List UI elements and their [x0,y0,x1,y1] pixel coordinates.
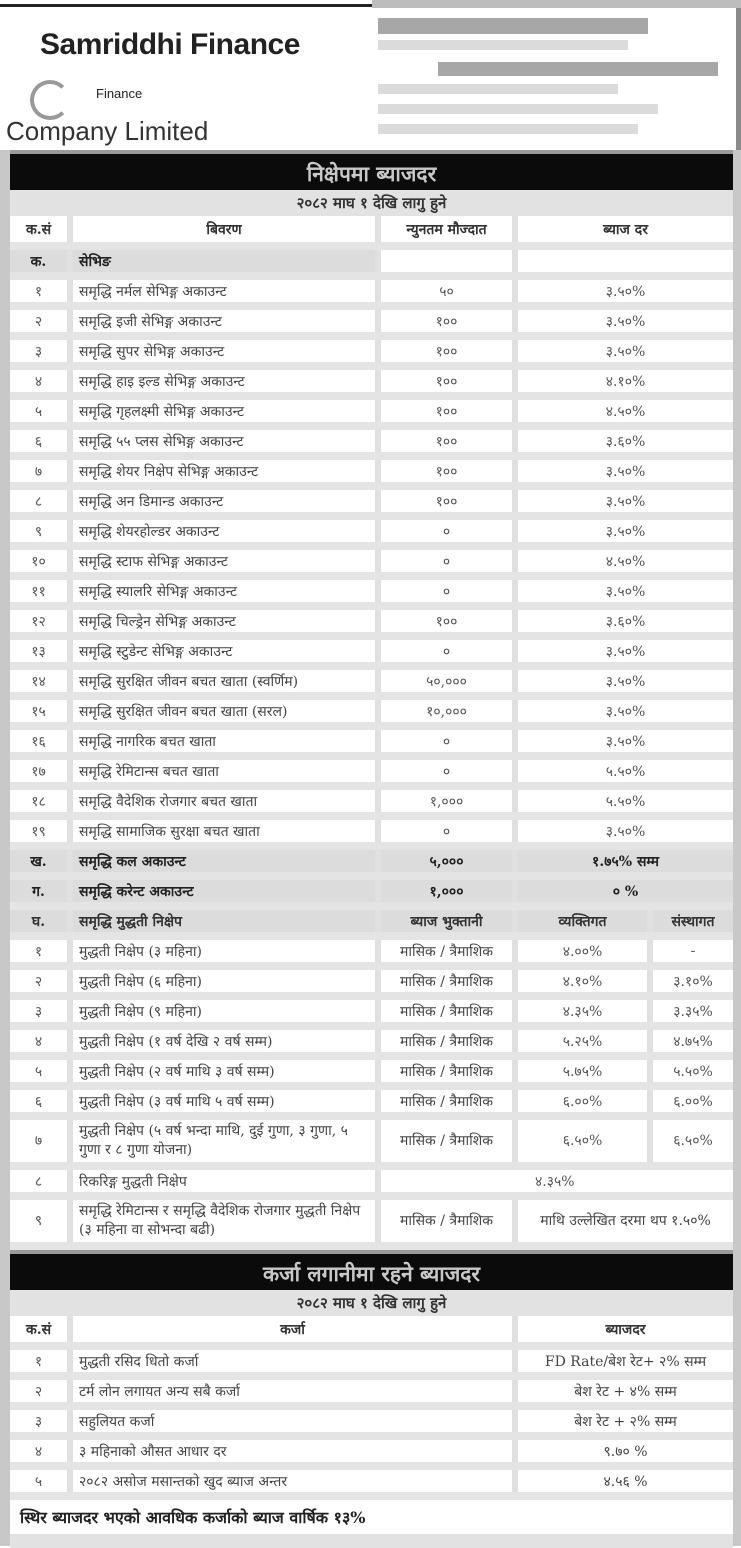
row-name: समृद्धि नर्मल सेभिङ्ग अकाउन्ट [70,276,378,306]
fixed-deposit-rows [10,936,733,1166]
row-name: रिकरिङ्ग मुद्धती निक्षेप [70,1166,378,1196]
recurring-row [10,1166,733,1196]
col-description: बिवरण [70,216,378,246]
row-rate: ४.१०% [515,366,733,396]
row-payment: मासिक / त्रैमाशिक [378,936,515,966]
row-sn: ३ [10,996,70,1026]
row-payment: मासिक / त्रैमाशिक [378,1086,515,1116]
table-row [10,1026,733,1056]
row-sn: १९ [10,816,70,846]
row-sn: १० [10,546,70,576]
table-row [10,486,733,516]
row-sn: ११ [10,576,70,606]
row-rate: ३.६०% [515,606,733,636]
table-row [10,516,733,546]
row-name: समृद्धि शेयरहोल्डर अकाउन्ट [70,516,378,546]
row-sn: ३ [10,336,70,366]
row-rate: १.७५% सम्म [515,846,733,876]
row-name: समृद्धि स्यालरि सेभिङ्ग अकाउन्ट [70,576,378,606]
row-rate: माथि उल्लेखित दरमा थप १.५०% [515,1196,733,1246]
col-rate: ब्याज दर [515,216,733,246]
row-name: समृद्धि वैदेशिक रोजगार बचत खाता [70,786,378,816]
row-name: मुद्धती निक्षेप (५ वर्ष भन्दा माथि, दुई गुणा, ३ गुणा, ५ गुणा र ८ गुणा योजना) [70,1116,378,1166]
row-name: समृद्धि इजी सेभिङ्ग अकाउन्ट [70,306,378,336]
row-code: घ. [10,906,70,936]
col-sn: क.सं [10,216,70,246]
table-row [10,1436,733,1466]
row-name: समृद्धि गृहलक्ष्मी सेभिङ्ग अकाउन्ट [70,396,378,426]
row-code: ख. [10,846,70,876]
row-institutional: - [650,936,733,966]
row-rate: ३.५०% [515,666,733,696]
row-rate: ३.५०% [515,576,733,606]
section-label: सेभिङ [70,246,378,276]
row-sn: १६ [10,726,70,756]
row-rate: ३.५०% [515,636,733,666]
table-row [10,366,733,396]
table-row [10,1056,733,1086]
row-name: मुद्धती निक्षेप (३ वर्ष माथि ५ वर्ष सम्म) [70,1086,378,1116]
row-sn: १ [10,1346,70,1376]
row-name: समृद्धि हाइ इल्ड सेभिङ्ग अकाउन्ट [70,366,378,396]
row-sn: ४ [10,1436,70,1466]
savings-rows [10,276,733,846]
row-min: १,००० [378,876,515,906]
row-rate: ३.६०% [515,426,733,456]
row-rate: ३.५०% [515,276,733,306]
table-row [10,936,733,966]
table-row [10,1406,733,1436]
row-name: मुद्धती निक्षेप (९ महिना) [70,996,378,1026]
loan-rows [10,1346,733,1496]
row-rate: FD Rate/बेश रेट+ २% सम्म [515,1346,733,1376]
deposit-table [10,216,733,1250]
row-rate: ४.३५% [515,1166,733,1196]
row-rate: ३.५०% [515,336,733,366]
table-row [10,816,733,846]
row-sn: २ [10,966,70,996]
row-sn: ६ [10,1086,70,1116]
table-row [10,456,733,486]
row-sn: ९ [10,516,70,546]
table-row [10,546,733,576]
row-name: मुद्धती निक्षेप (६ महिना) [70,966,378,996]
row-name: मुद्धती निक्षेप (३ महिना) [70,936,378,966]
row-name: मुद्धती निक्षेप (२ वर्ष माथि ३ वर्ष सम्म) [70,1056,378,1086]
row-sn: ५ [10,1466,70,1496]
table-row [10,1346,733,1376]
logo-caption: Finance [96,86,143,101]
row-min: १०० [378,456,515,486]
loan-effective-date: २०८२ माघ १ देखि लागु हुने [10,1290,733,1316]
row-code: ग. [10,876,70,906]
row-sn: १७ [10,756,70,786]
row-name: मुद्धती निक्षेप (१ वर्ष देखि २ वर्ष सम्म) [70,1026,378,1056]
row-name: समृद्धि सुरक्षित जीवन बचत खाता (स्वर्णिम) [70,666,378,696]
row-payment: मासिक / त्रैमाशिक [378,996,515,1026]
row-name: समृद्धि ५५ प्लस सेभिङ्ग अकाउन्ट [70,426,378,456]
row-rate: ३.५०% [515,486,733,516]
row-min: ० [378,756,515,786]
letterhead-rule [0,4,372,7]
table-row [10,576,733,606]
remittance-fd-row [10,1196,733,1246]
row-institutional: ३.१०% [650,966,733,996]
row-sn: ७ [10,456,70,486]
section-code: क. [10,246,70,276]
col-individual: व्यक्तिगत [515,906,650,936]
savings-section-row [10,246,733,276]
row-rate: ४.५०% [515,546,733,576]
row-rate: ३.५०% [515,726,733,756]
row-min: ० [378,816,515,846]
call-account-row [10,846,733,876]
row-institutional: ४.७५% [650,1026,733,1056]
row-sn: १३ [10,636,70,666]
row-sn: ४ [10,366,70,396]
row-min: ५० [378,276,515,306]
table-row [10,276,733,306]
table-row [10,1466,733,1496]
row-individual: ५.२५% [515,1026,650,1056]
row-rate: ३.५०% [515,696,733,726]
table-row [10,966,733,996]
row-rate: ० % [515,876,733,906]
row-name: समृद्धि रेमिटान्स बचत खाता [70,756,378,786]
row-sn: ५ [10,1056,70,1086]
col-loan: कर्जा [70,1316,515,1346]
col-payment: ब्याज भुक्तानी [378,906,515,936]
row-individual: ६.५०% [515,1116,650,1166]
table-row [10,426,733,456]
row-sn: ३ [10,1406,70,1436]
letterhead [0,0,741,150]
deposit-effective-date: २०८२ माघ १ देखि लागु हुने [10,190,733,216]
col-rate: ब्याजदर [515,1316,733,1346]
rate-sheet [0,150,741,1546]
row-name: समृद्धि सुरक्षित जीवन बचत खाता (सरल) [70,696,378,726]
row-individual: ४.३५% [515,996,650,1026]
row-min: ५०,००० [378,666,515,696]
row-individual: ५.७५% [515,1056,650,1086]
row-name: समृद्धि स्टुडेन्ट सेभिङ्ग अकाउन्ट [70,636,378,666]
row-min: १०० [378,606,515,636]
company-logo-icon [30,80,70,120]
row-institutional: ६.५०% [650,1116,733,1166]
row-min: ५,००० [378,846,515,876]
row-min: १०० [378,336,515,366]
row-rate: ३.५०% [515,516,733,546]
row-min: १०० [378,426,515,456]
table-row [10,666,733,696]
letterhead-edge [736,8,741,150]
row-sn: १२ [10,606,70,636]
row-rate: बेश रेट + २% सम्म [515,1406,733,1436]
row-sn: ९ [10,1196,70,1246]
row-sn: १४ [10,666,70,696]
row-name: समृद्धि अन डिमान्ड अकाउन्ट [70,486,378,516]
row-rate: ३.५०% [515,816,733,846]
row-individual: ४.१०% [515,966,650,996]
row-sn: १ [10,936,70,966]
row-name: समृद्धि शेयर निक्षेप सेभिङ्ग अकाउन्ट [70,456,378,486]
row-name: समृद्धि करेन्ट अकाउन्ट [70,876,378,906]
table-row [10,396,733,426]
table-row [10,696,733,726]
table-row [10,336,733,366]
letterhead-topbar [372,0,741,8]
row-sn: १८ [10,786,70,816]
row-min: १०० [378,366,515,396]
row-institutional: ५.५०% [650,1056,733,1086]
row-sn: ४ [10,1026,70,1056]
row-payment: मासिक / त्रैमाशिक [378,1026,515,1056]
fixed-rate-note: स्थिर ब्याजदर भएको आवधिक कर्जाको ब्याज वार्षिक १३% [10,1500,733,1548]
row-min: ० [378,576,515,606]
row-institutional: ३.३५% [650,996,733,1026]
table-row [10,306,733,336]
row-min: १०० [378,396,515,426]
row-individual: ४.००% [515,936,650,966]
row-rate: ५.५०% [515,786,733,816]
row-name: २०८२ असोज मसान्तको खुद ब्याज अन्तर [70,1466,515,1496]
row-payment: मासिक / त्रैमाशिक [378,966,515,996]
table-row [10,606,733,636]
row-name: समृद्धि सुपर सेभिङ्ग अकाउन्ट [70,336,378,366]
row-name: समृद्धि नागरिक बचत खाता [70,726,378,756]
table-row [10,1086,733,1116]
row-name: ३ महिनाको औसत आधार दर [70,1436,515,1466]
row-name: समृद्धि कल अकाउन्ट [70,846,378,876]
row-min: ० [378,726,515,756]
table-row [10,786,733,816]
row-min: ० [378,636,515,666]
row-sn: ५ [10,396,70,426]
row-sn: २ [10,1376,70,1406]
row-individual: ६.००% [515,1086,650,1116]
loan-header-row [10,1316,733,1346]
row-name: समृद्धि स्टाफ सेभिङ्ग अकाउन्ट [70,546,378,576]
letterhead-address-block [378,12,738,144]
row-payment: मासिक / त्रैमाशिक [378,1196,515,1246]
deposit-banner: निक्षेपमा ब्याजदर [10,150,733,190]
row-payment: मासिक / त्रैमाशिक [378,1056,515,1086]
row-rate: ५.५०% [515,756,733,786]
row-sn: ७ [10,1116,70,1166]
row-min: १०० [378,306,515,336]
col-institutional: संस्थागत [650,906,733,936]
row-name: समृद्धि रेमिटान्स र समृद्धि वैदेशिक रोजगार मुद्धती निक्षेप (३ महिना वा सोभन्दा बढी) [70,1196,378,1246]
row-sn: २ [10,306,70,336]
loan-banner: कर्जा लगानीमा रहने ब्याजदर [10,1250,733,1290]
table-row [10,1116,733,1166]
row-sn: १ [10,276,70,306]
row-rate: ३.५०% [515,306,733,336]
row-min: ० [378,546,515,576]
row-min: १०,००० [378,696,515,726]
row-name: सहुलियत कर्जा [70,1406,515,1436]
table-row [10,1376,733,1406]
row-sn: ८ [10,486,70,516]
row-name: समृद्धि चिल्ड्रेन सेभिङ्ग अकाउन्ट [70,606,378,636]
table-row [10,756,733,786]
row-rate: बेश रेट + ४% सम्म [515,1376,733,1406]
row-sn: १५ [10,696,70,726]
table-row [10,996,733,1026]
row-payment: मासिक / त्रैमाशिक [378,1116,515,1166]
row-name: समृद्धि मुद्धती निक्षेप [70,906,378,936]
deposit-header-row [10,216,733,246]
row-name: समृद्धि सामाजिक सुरक्षा बचत खाता [70,816,378,846]
current-account-row [10,876,733,906]
row-min: ० [378,516,515,546]
row-rate: ४.५०% [515,396,733,426]
row-institutional: ६.००% [650,1086,733,1116]
row-rate: ३.५०% [515,456,733,486]
row-name: टर्म लोन लगायत अन्य सबै कर्जा [70,1376,515,1406]
row-min: १,००० [378,786,515,816]
row-rate: ४.५६ % [515,1466,733,1496]
table-row [10,636,733,666]
row-rate: ९.७० % [515,1436,733,1466]
row-sn: ६ [10,426,70,456]
fixed-deposit-header-row [10,906,733,936]
col-min-balance: न्युनतम मौज्दात [378,216,515,246]
company-name-line2: Company Limited [6,116,209,146]
table-row [10,726,733,756]
company-name: Samriddhi Finance [40,28,300,61]
row-name: मुद्धती रसिद धितो कर्जा [70,1346,515,1376]
row-sn: ८ [10,1166,70,1196]
row-min: १०० [378,486,515,516]
loan-table [10,1316,733,1500]
col-sn: क.सं [10,1316,70,1346]
